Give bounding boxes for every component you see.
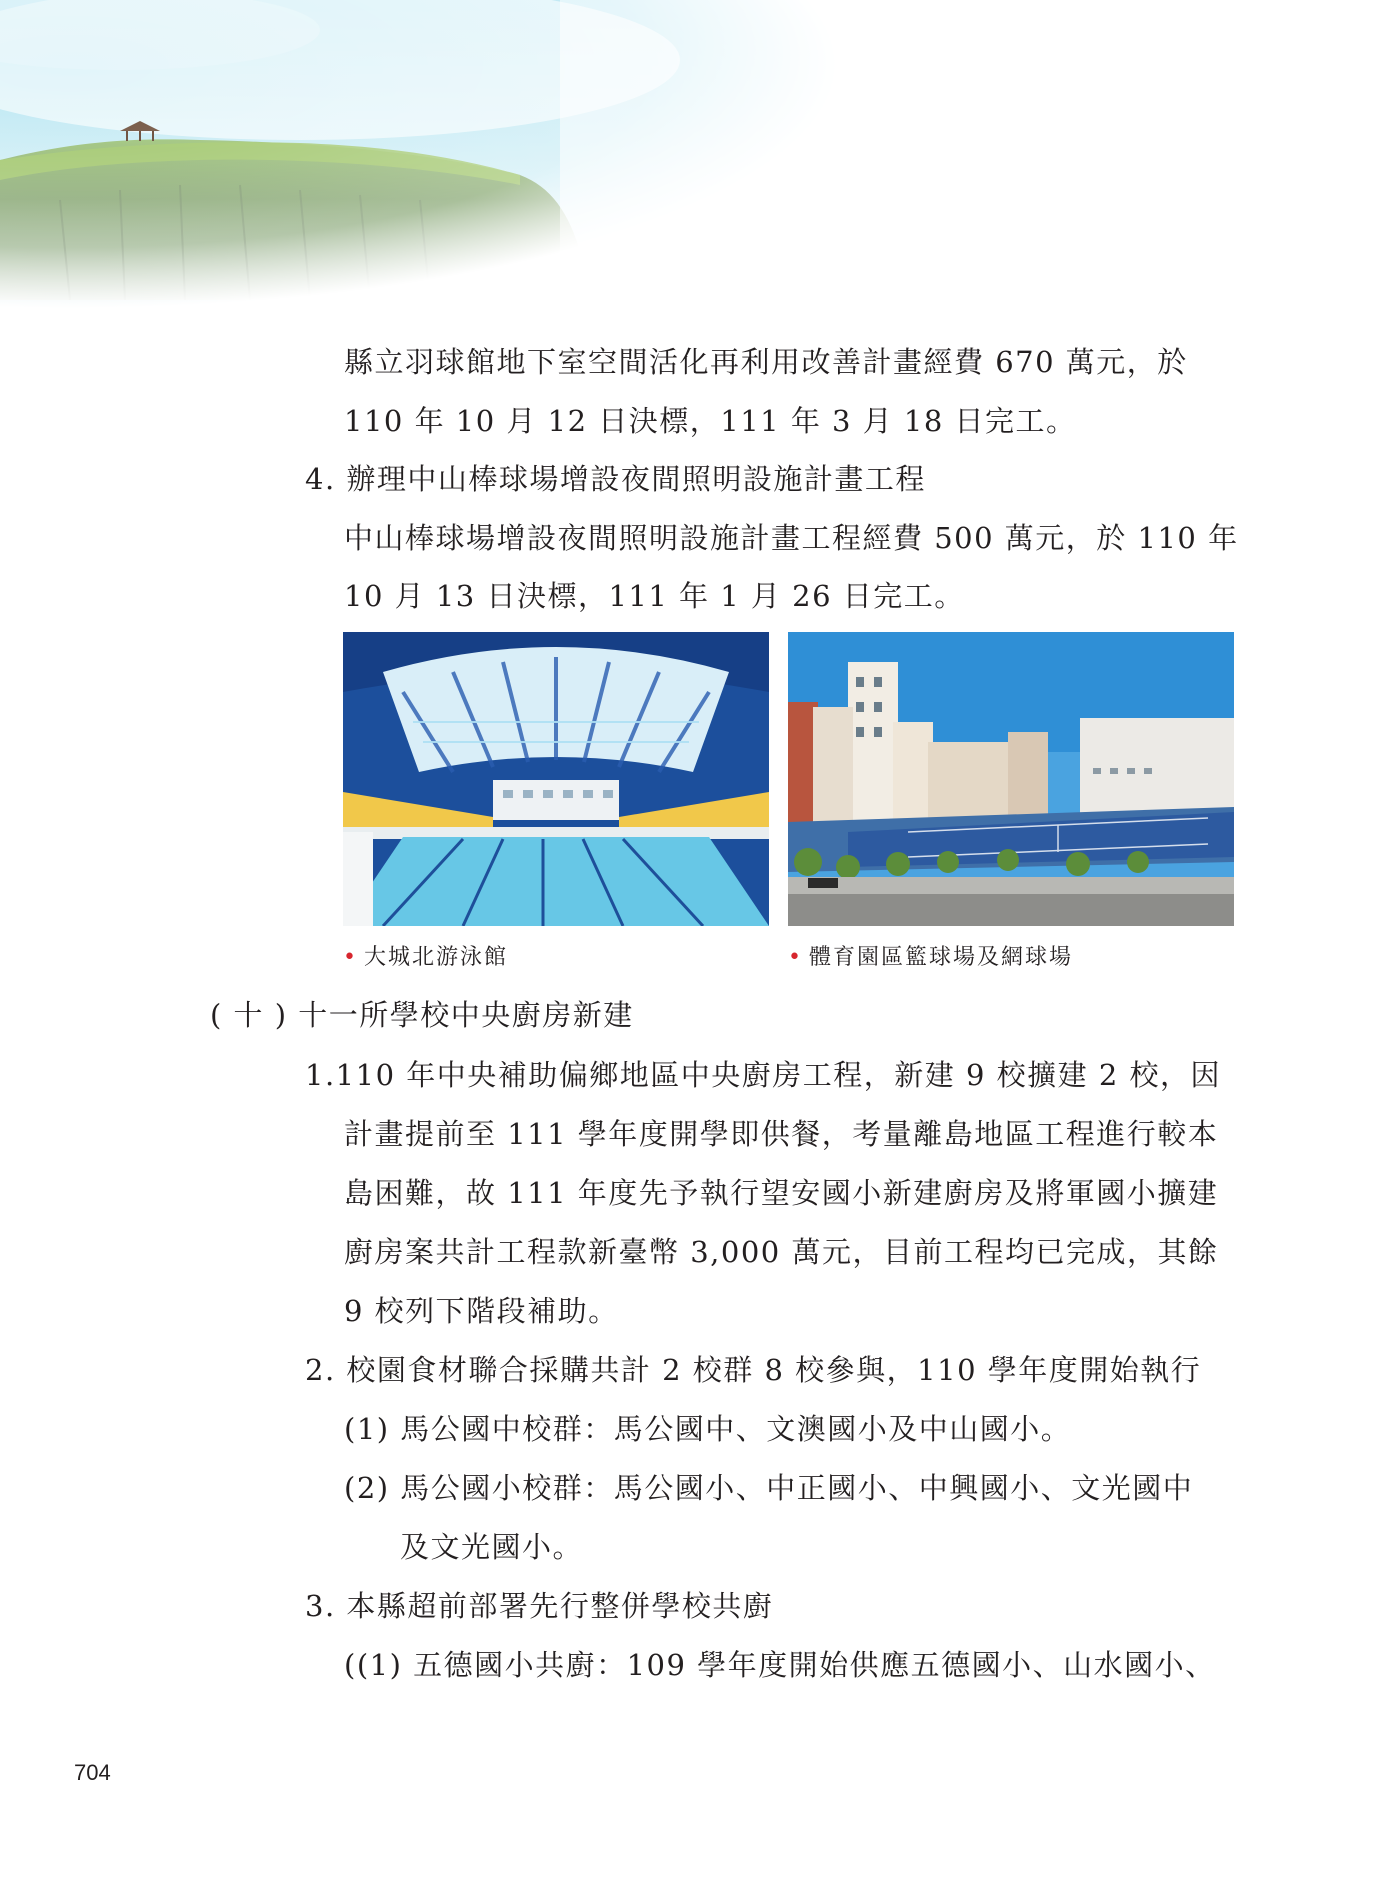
item3-text-line2: 110 年 10 月 12 日決標，111 年 3 月 18 日完工。 [344, 404, 1077, 438]
section10-item2-sub2-line1: (2) 馬公國小校群：馬公國小、中正國小、中興國小、文光國中 [344, 1471, 1194, 1505]
item4-text-line1: 中山棒球場增設夜間照明設施計畫工程經費 500 萬元，於 110 年 [344, 521, 1239, 555]
right-caption-text: 體育園區籃球場及網球場 [808, 945, 1073, 970]
left-photo-caption [343, 940, 508, 971]
section10-item3-sub1: ((1) 五德國小共廚：109 學年度開始供應五德國小、山水國小、 [344, 1648, 1216, 1682]
section10-item1-line2: 計畫提前至 111 學年度開學即供餐，考量離島地區工程進行較本 [344, 1117, 1219, 1151]
section10-item1-line4: 廚房案共計工程款新臺幣 3,000 萬元，目前工程均已完成，其餘 [344, 1235, 1219, 1269]
item3-text-line1: 縣立羽球館地下室空間活化再利用改善計畫經費 670 萬元，於 [344, 345, 1188, 379]
caption-bullet-icon: • [788, 945, 803, 970]
sports-courts-photo [788, 632, 1234, 926]
right-photo-caption [788, 940, 1073, 971]
section10-item1-line1: 1.110 年中央補助偏鄉地區中央廚房工程，新建 9 校擴建 2 校，因 [305, 1058, 1222, 1092]
caption-bullet-icon: • [343, 945, 358, 970]
section10-item2-heading: 2. 校園食材聯合採購共計 2 校群 8 校參與，110 學年度開始執行 [305, 1353, 1202, 1387]
left-caption-text: 大城北游泳館 [363, 945, 508, 970]
section10-heading: ( 十 ) 十一所學校中央廚房新建 [210, 998, 634, 1032]
section10-item1-line3: 島困難，故 111 年度先予執行望安國小新建廚房及將軍國小擴建 [344, 1176, 1219, 1210]
item4-text-line2: 10 月 13 日決標，111 年 1 月 26 日完工。 [344, 579, 965, 613]
swimming-pool-photo [343, 632, 769, 926]
section10-item3-heading: 3. 本縣超前部署先行整併學校共廚 [305, 1589, 774, 1623]
section10-item2-sub2-line2: 及文光國小。 [400, 1530, 584, 1564]
section10-item1-line5: 9 校列下階段補助。 [344, 1294, 619, 1328]
section10-item2-sub1: (1) 馬公國中校群：馬公國中、文澳國小及中山國小。 [344, 1412, 1072, 1446]
item4-heading: 4. 辦理中山棒球場增設夜間照明設施計畫工程 [305, 462, 926, 496]
page-number: 704 [74, 1760, 111, 1785]
